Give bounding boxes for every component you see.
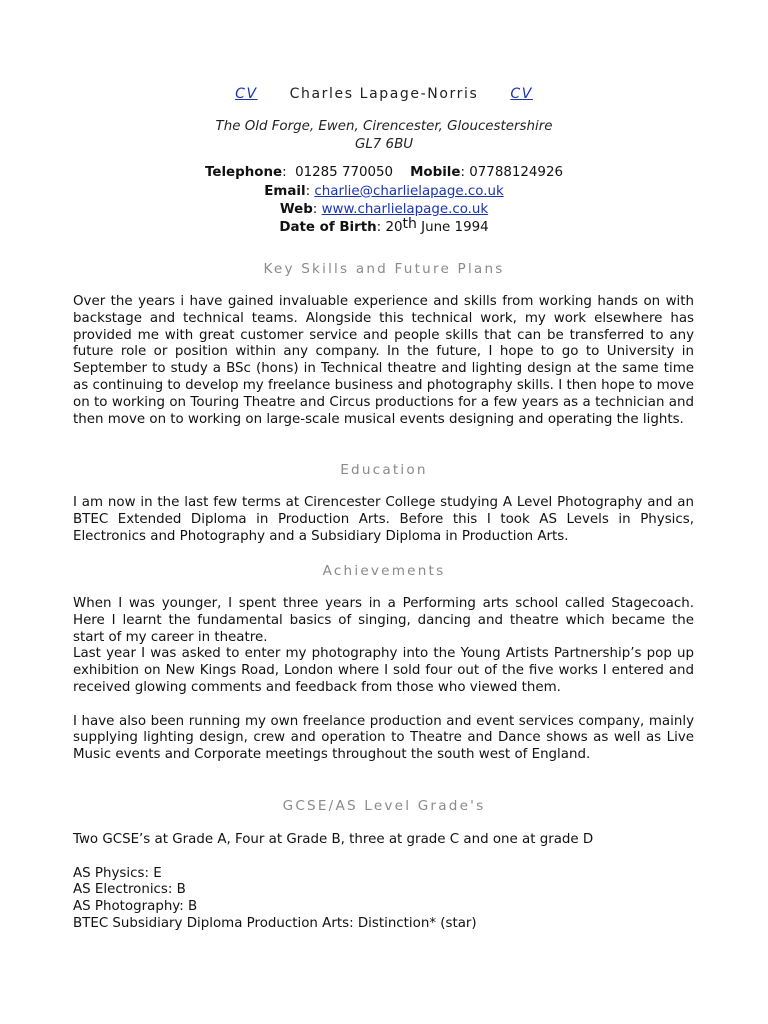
address-line-1: The Old Forge, Ewen, Cirencester, Gloucestershire [215, 119, 553, 134]
email-label: Email [264, 183, 306, 199]
education-heading: Education [340, 462, 428, 478]
achievements-text-2: Last year I was asked to enter my photography into the Young Artists Partnership’s pop up exhibition on New Kings Road, London where I sold four out of the five works I entered and received glowing comments and feedback from those who viewed them. [73, 646, 694, 695]
web-link[interactable]: www.charlielapage.co.uk [321, 202, 489, 217]
cv-title-line [0, 86, 768, 103]
email-link[interactable]: charlie@charlielapage.co.uk [314, 183, 504, 199]
skills-heading: Key Skills and Future Plans [263, 261, 505, 277]
gcse-summary: Two GCSE’s at Grade A, Four at Grade B, three at grade C and one at grade D [73, 832, 594, 847]
web-label: Web [279, 202, 313, 217]
address-postcode: GL7 6BU [354, 137, 414, 152]
skills-text: Over the years i have gained invaluable experience and skills from working hands on with backstage and technical teams. Alongside this technical work, my work elsewhere has provided me with great customer service and people skills that can be transferred to any future role or position within any company. In the future, I hope to go to University in September to study a BSc (hons) in Technical theatre and lighting design at the same time as continuing to develop my freelance business and photography skills. I then hope to move on to working on Touring Theatre and Circus productions for a few years as a technician and then move on to working on large-scale musical events designing and operating the lights. [73, 294, 694, 427]
spacer [73, 849, 694, 866]
grades-block [73, 832, 694, 933]
email-line: Email: charlie@charlielapage.co.uk [264, 183, 504, 199]
achievements-text-3: I have also been running my own freelance production and event services company, mainly supplying lighting design, crew and operation to Theatre and Dance shows as well as Live Music events and Corporate meetings throughout the south west of England. [73, 713, 694, 763]
cv-link-left[interactable]: CV [235, 86, 258, 102]
education-paragraph [73, 495, 694, 545]
telephone-label: Telephone [205, 165, 283, 180]
candidate-name: Charles Lapage-Norris [289, 86, 479, 102]
telephone-value: 01285 770050 [295, 165, 394, 180]
mobile-value: 07788124926 [469, 165, 563, 180]
achievements-text-1: When I was younger, I spent three years in a Performing arts school called Stagecoach. Here I learnt the fundamental basics of singing, dancing and theatre which became the start of my career in theatre. [73, 596, 694, 645]
achievements-paragraph [73, 596, 694, 764]
skills-paragraph [73, 294, 694, 428]
contact-block [0, 164, 768, 220]
dob-label: Date of Birth [279, 220, 377, 235]
cv-link-right[interactable]: CV [510, 86, 533, 102]
education-text: I am now in the last few terms at Cirencester College studying A Level Photography and an BTEC Extended Diploma in Production Arts. Before this I took AS Levels in Physics, Electronics and Photography and a Subsidiary Diploma in Production Arts. [73, 495, 694, 544]
grade-item: AS Photography: B [73, 899, 198, 915]
dob-day: 20 [385, 220, 403, 235]
grade-item: BTEC Subsidiary Diploma Production Arts: Distinction* (star) [73, 915, 477, 931]
grades-heading: GCSE/AS Level Grade's [282, 798, 486, 814]
mobile-label: Mobile [410, 165, 461, 180]
dob-line: Date of Birth: 20th June 1994 [279, 216, 489, 235]
achievements-heading: Achievements [322, 563, 446, 579]
dob-rest: June 1994 [416, 220, 489, 235]
grade-item: AS Physics: E [73, 865, 162, 881]
phone-line: Telephone: 01285 770050 Mobile: 07788124926 [205, 165, 563, 180]
web-line: Web: www.charlielapage.co.uk [279, 202, 489, 217]
dob-suffix: th [402, 216, 417, 232]
address-block [0, 118, 768, 154]
grade-item: AS Electronics: B [73, 882, 186, 898]
